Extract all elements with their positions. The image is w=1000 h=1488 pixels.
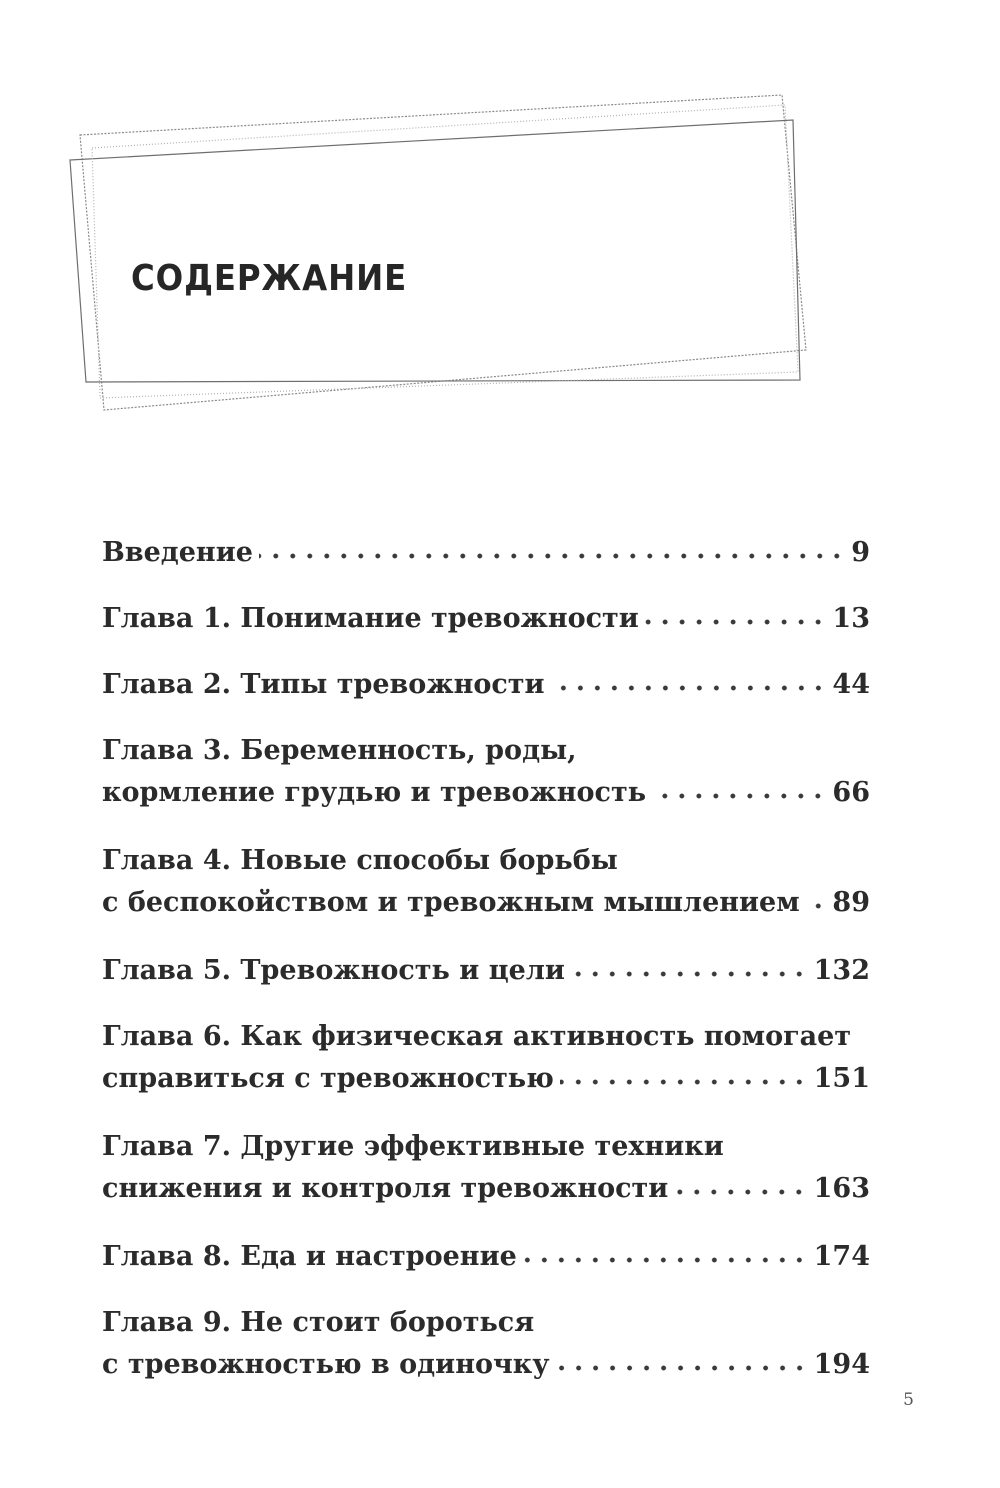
dot-leader <box>551 683 827 693</box>
toc-entry-title-line-2: с беспокойством и тревожным мышлением <box>102 887 800 918</box>
dot-leader <box>560 1077 808 1087</box>
page-title: СОДЕРЖАНИЕ <box>131 258 408 299</box>
dot-leader <box>523 1255 808 1265</box>
toc-page-number: 89 <box>832 887 870 918</box>
toc-page-number: 151 <box>813 1063 870 1094</box>
toc-entry-chapter-9[interactable] <box>102 1302 870 1386</box>
toc-entry-title-line-2: с тревожностью в одиночку <box>102 1349 550 1380</box>
toc-page-number: 194 <box>813 1349 870 1380</box>
dot-leader <box>556 1363 808 1373</box>
dot-leader <box>652 791 826 801</box>
toc-entry-title-line-2: снижения и контроля тревожности <box>102 1173 669 1204</box>
toc-entry-chapter-3[interactable] <box>102 730 870 814</box>
toc-page-number: 44 <box>832 669 870 700</box>
dot-leader <box>674 1187 807 1197</box>
toc-entry-title-line-2: кормление грудью и тревожность <box>102 777 647 808</box>
toc-page-number: 13 <box>832 603 870 634</box>
toc-entry-chapter-5[interactable] <box>102 950 870 992</box>
toc-entry-chapter-8[interactable] <box>102 1236 870 1278</box>
toc-page-number: 9 <box>851 537 870 568</box>
toc-entry-title-line-1: Глава 3. Беременность, роды, <box>102 735 577 766</box>
dot-leader <box>571 969 808 979</box>
toc-entry-chapter-1[interactable] <box>102 598 870 640</box>
toc-entry-title: Глава 5. Тревожность и цели <box>102 955 565 986</box>
heading-frame <box>0 0 1000 460</box>
page-folio-number: 5 <box>903 1390 914 1410</box>
toc-page-number: 163 <box>813 1173 870 1204</box>
dot-leader <box>806 901 827 911</box>
toc-entry-title-line-1: Глава 7. Другие эффективные техники <box>102 1131 724 1162</box>
toc-entry-title-line-1: Глава 9. Не стоит бороться <box>102 1307 535 1338</box>
toc-page-number: 174 <box>813 1241 870 1272</box>
dot-leader <box>645 617 827 627</box>
toc-entry-chapter-6[interactable] <box>102 1016 870 1100</box>
toc-page-number: 132 <box>813 955 870 986</box>
toc-entry-chapter-7[interactable] <box>102 1126 870 1210</box>
toc-entry-title-line-1: Глава 6. Как физическая активность помогает <box>102 1021 852 1052</box>
toc-entry-title-line-2: справиться с тревожностью <box>102 1063 554 1094</box>
toc-entry-title: Глава 2. Типы тревожности <box>102 669 545 700</box>
decorative-frame-lines <box>0 0 1000 460</box>
toc-entry-title: Введение <box>102 537 253 568</box>
toc-entry-chapter-2[interactable] <box>102 664 870 706</box>
dot-leader <box>259 551 845 561</box>
toc-page-number: 66 <box>832 777 870 808</box>
toc-entry-introduction[interactable] <box>102 532 870 574</box>
toc-entry-chapter-4[interactable] <box>102 840 870 924</box>
toc-entry-title: Глава 1. Понимание тревожности <box>102 603 639 634</box>
table-of-contents <box>102 532 870 1412</box>
toc-entry-title: Глава 8. Еда и настроение <box>102 1241 517 1272</box>
toc-entry-title-line-1: Глава 4. Новые способы борьбы <box>102 845 618 876</box>
